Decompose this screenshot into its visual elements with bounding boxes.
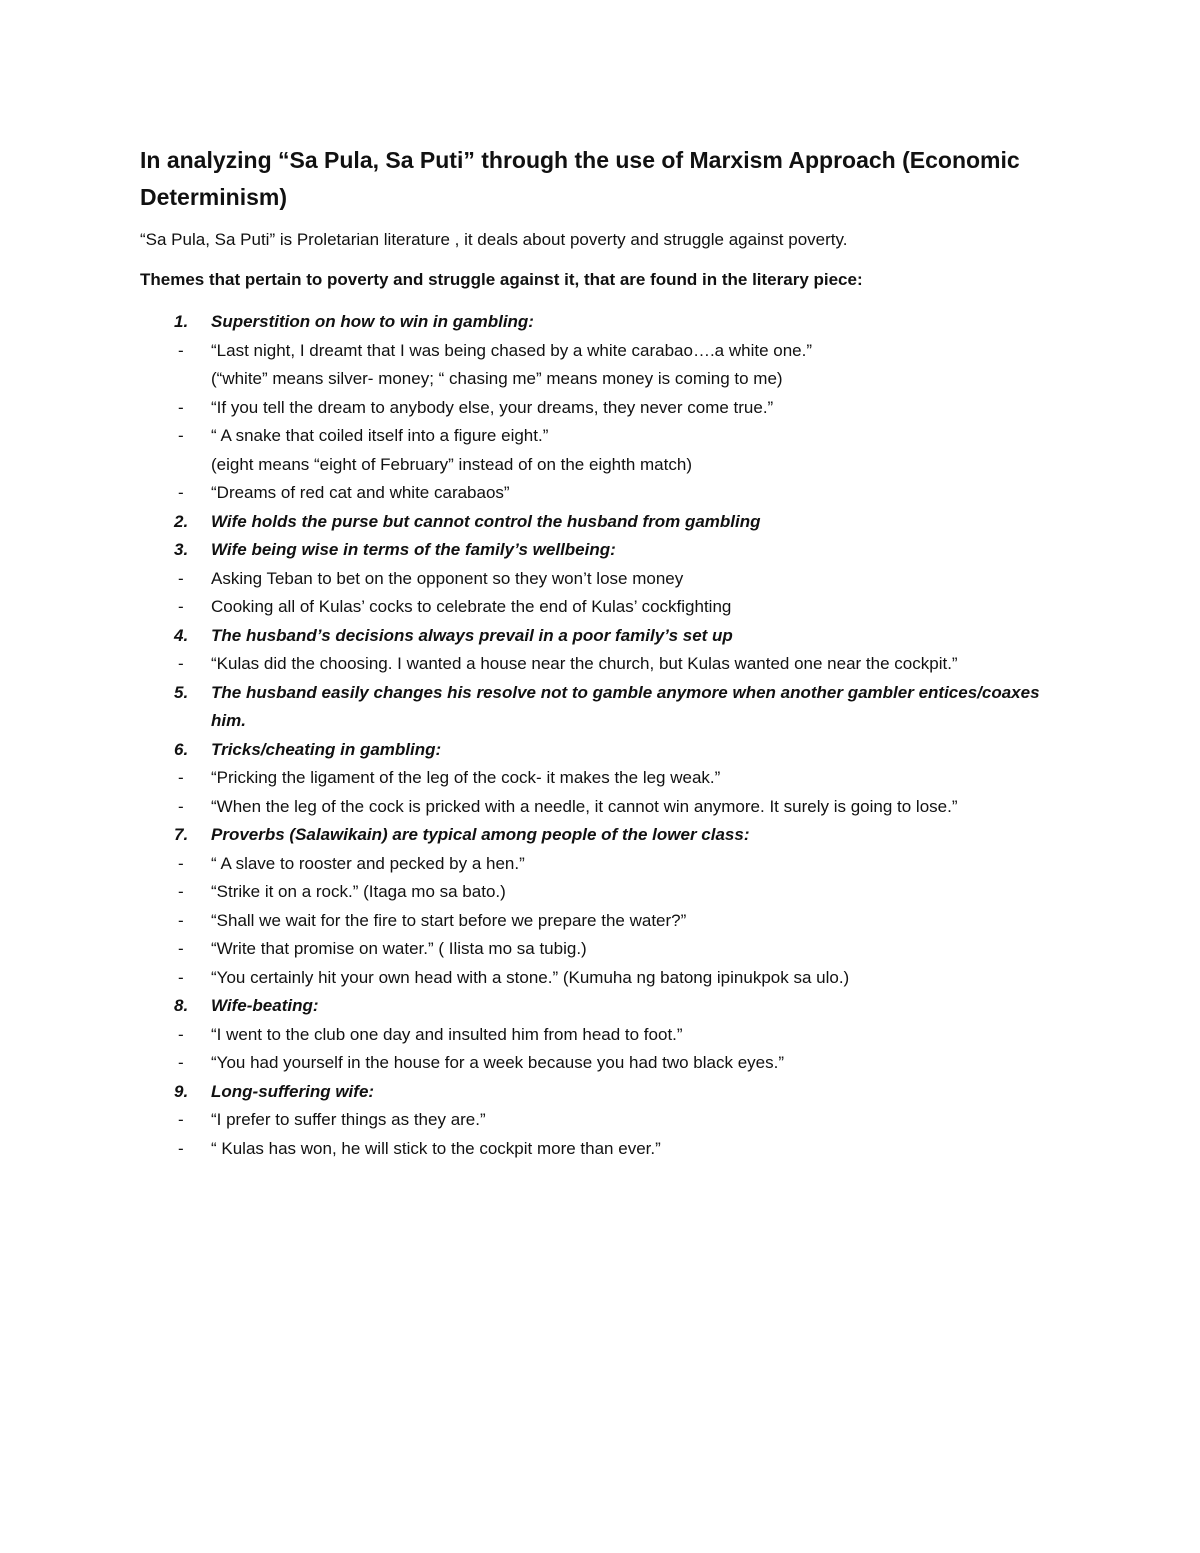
quote-item [175,593,1055,622]
bullet-dash: - [178,796,184,816]
quote-text: “Last night, I dreamt that I was being chased by a white carabao….a white one.” [211,340,813,360]
theme-number: 1. [174,312,189,331]
bullet-dash: - [178,1024,184,1044]
quote-text: “You certainly hit your own head with a stone.” (Kumuha ng batong ipinukpok sa ulo.) [211,967,850,987]
bullet-dash: - [178,426,184,445]
bullet-dash: - [178,483,184,502]
quote-text: Cooking all of Kulas’ cocks to celebrate the end of Kulas’ cockfighting [211,597,732,616]
bullet-dash: - [178,939,184,958]
quote-list [178,850,1055,993]
quote-text: “Dreams of red cat and white carabaos” [211,483,510,502]
bullet-dash: - [178,397,184,417]
theme-number: 2. [174,511,189,531]
theme-title: Long-suffering wife: [211,1081,375,1101]
theme-title: Superstition on how to win in gambling: [211,312,534,331]
quote-list [178,337,1055,508]
quote-item [175,764,1055,793]
bullet-dash: - [178,853,184,873]
quote-item [175,422,1055,479]
quote-item [175,964,1055,993]
theme-item [140,508,1055,537]
theme-number: 5. [174,682,189,702]
quote-item [175,935,1055,964]
theme-title: The husband easily changes his resolve not to gamble anymore when another gambler entices/coaxes him. [211,682,1040,730]
quote-text: “Pricking the ligament of the leg of the cock- it makes the leg weak.” [211,768,721,787]
theme-item [140,536,1055,622]
quote-note: (“white” means silver- money; “ chasing me” means money is coming to me) [211,369,783,388]
theme-title: Proverbs (Salawikain) are typical among people of the lower class: [211,825,750,844]
theme-item [140,736,1055,822]
quote-text: “Write that promise on water.” ( Ilista mo sa tubig.) [211,939,587,958]
theme-item [140,622,1055,679]
bullet-dash: - [178,568,184,588]
bullet-dash: - [178,597,184,616]
theme-title: Tricks/cheating in gambling: [211,739,442,759]
quote-item [175,793,1055,822]
quote-list [178,764,1055,821]
quote-text: “I went to the club one day and insulted him from head to foot.” [211,1024,683,1044]
quote-item [175,565,1055,594]
bullet-dash: - [178,768,184,787]
quote-text: “ Kulas has won, he will stick to the cockpit more than ever.” [211,1138,661,1158]
theme-title: Wife holds the purse but cannot control the husband from gambling [211,511,761,531]
bullet-dash: - [178,882,184,901]
quote-text: “If you tell the dream to anybody else, your dreams, they never come true.” [211,397,774,417]
theme-number: 6. [174,739,189,759]
quote-item [175,1021,1055,1050]
quote-item [175,650,1055,679]
quote-list [178,650,1055,679]
intro-paragraph: “Sa Pula, Sa Puti” is Proletarian literature , it deals about poverty and struggle against poverty. [140,230,848,249]
quote-text: “ A slave to rooster and pecked by a hen.” [211,853,525,873]
theme-number: 9. [174,1081,189,1101]
theme-number: 3. [174,540,189,559]
quote-text: “Kulas did the choosing. I wanted a house near the church, but Kulas wanted one near the cockpit.” [211,654,958,673]
quote-item [175,907,1055,936]
bullet-dash: - [178,1053,184,1072]
theme-item [140,1078,1055,1164]
theme-item [140,308,1055,508]
quote-item [175,337,1055,394]
quote-text: “ A snake that coiled itself into a figure eight.” [211,426,549,445]
bullet-dash: - [178,1138,184,1158]
quote-item [175,878,1055,907]
quote-item [175,1049,1055,1078]
theme-number: 4. [174,625,189,645]
quote-item [175,479,1055,508]
quote-text: “I prefer to suffer things as they are.” [211,1110,486,1129]
document-title: In analyzing “Sa Pula, Sa Puti” through the use of Marxism Approach (Economic Determinism) [140,147,1020,210]
theme-number: 8. [174,996,189,1015]
theme-title: Wife being wise in terms of the family’s wellbeing: [211,540,616,559]
theme-item [140,679,1055,736]
document-page [140,142,1055,1163]
quote-text: “Strike it on a rock.” (Itaga mo sa bato.) [211,882,506,901]
quote-item [175,1135,1055,1164]
bullet-dash: - [178,1110,184,1129]
themes-list [140,308,1055,1163]
quote-note: (eight means “eight of February” instead of on the eighth match) [211,454,692,474]
theme-title: Wife-beating: [211,996,319,1015]
quote-text: “Shall we wait for the fire to start before we prepare the water?” [211,910,687,930]
quote-list [178,1106,1055,1163]
quote-text: “When the leg of the cock is pricked with a needle, it cannot win anymore. It surely is going to lose.” [211,796,958,816]
bullet-dash: - [178,340,184,360]
quote-list [178,565,1055,622]
themes-heading: Themes that pertain to poverty and struggle against it, that are found in the literary piece: [140,270,863,289]
theme-item [140,992,1055,1078]
quote-item [175,394,1055,423]
bullet-dash: - [178,910,184,930]
theme-item [140,821,1055,992]
theme-number: 7. [174,825,189,844]
bullet-dash: - [178,654,184,673]
quote-list [178,1021,1055,1078]
quote-item [175,1106,1055,1135]
bullet-dash: - [178,967,184,987]
quote-item [175,850,1055,879]
quote-text: Asking Teban to bet on the opponent so they won’t lose money [211,568,684,588]
quote-text: “You had yourself in the house for a week because you had two black eyes.” [211,1053,785,1072]
theme-title: The husband’s decisions always prevail in a poor family’s set up [211,625,733,645]
